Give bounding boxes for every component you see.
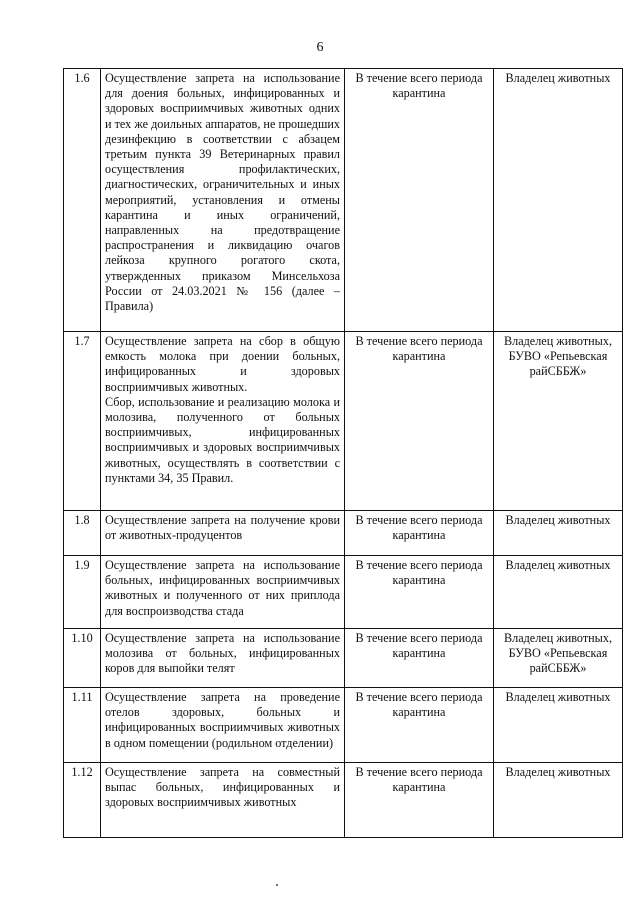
measure-period: В течение всего периода карантина	[345, 688, 494, 763]
measure-responsible: Владелец животных, БУВО «Репьевская райСББЖ»	[494, 629, 623, 688]
table-row	[64, 69, 623, 332]
measure-description	[101, 556, 345, 629]
measure-paragraph: Сбор, использование и реализацию молока и молозива, полученного от больных восприимчивых, инфицированных восприимчивых и здоровых восприимчивых животных, осуществлять в соответствии с пунктами 34, 35 Правил.	[105, 394, 340, 485]
measure-responsible: Владелец животных	[494, 688, 623, 763]
measure-paragraph: Осуществление запрета на проведение отелов здоровых, больных и инфицированных восприимчивых животных в одном помещении (родильном отделении)	[105, 690, 340, 750]
page-number: 6	[316, 40, 324, 55]
measure-paragraph: Осуществление запрета на использование для доения больных, инфицированных и здоровых восприимчивых животных одних и тех же доильных аппаратов, не прошедших дезинфекцию в соответствии с абзацем третьим пункта 39 Ветеринарных правил осуществления профилактических, диагностических, ограничительных и иных мероприятий, установления и отмены карантина и иных ограничений, направленных на предотвращение распространения и ликвидацию очагов лейкоза крупного рогатого скота, утвержденных приказом Минсельхоза России от 24.03.2021 № 156 (далее – Правила)	[105, 71, 340, 314]
measure-paragraph: Осуществление запрета на сбор в общую емкость молока при доении больных, инфицированных и здоровых восприимчивых животных.	[105, 334, 340, 394]
measure-period: В течение всего периода карантина	[345, 556, 494, 629]
measure-description	[101, 688, 345, 763]
measure-responsible: Владелец животных	[494, 763, 623, 838]
measure-period: В течение всего периода карантина	[345, 763, 494, 838]
row-number: 1.11	[64, 688, 101, 763]
table-row	[64, 332, 623, 511]
measure-period: В течение всего периода карантина	[345, 69, 494, 332]
measure-period: В течение всего периода карантина	[345, 629, 494, 688]
measure-description	[101, 629, 345, 688]
row-number: 1.7	[64, 332, 101, 511]
measure-period: В течение всего периода карантина	[345, 511, 494, 556]
row-number: 1.6	[64, 69, 101, 332]
measure-responsible: Владелец животных	[494, 69, 623, 332]
measure-description	[101, 69, 345, 332]
row-number: 1.8	[64, 511, 101, 556]
measure-period: В течение всего периода карантина	[345, 332, 494, 511]
measure-paragraph: Осуществление запрета на совместный выпас больных, инфицированных и здоровых восприимчивых животных	[105, 765, 340, 810]
measure-paragraph: Осуществление запрета на получение крови от животных-продуцентов	[105, 513, 340, 543]
table-row	[64, 688, 623, 763]
measure-description	[101, 763, 345, 838]
table-row	[64, 763, 623, 838]
measure-description	[101, 332, 345, 511]
measure-responsible: Владелец животных	[494, 511, 623, 556]
row-number: 1.10	[64, 629, 101, 688]
table-row	[64, 511, 623, 556]
row-number: 1.9	[64, 556, 101, 629]
measures-table-body	[64, 69, 623, 838]
measure-paragraph: Осуществление запрета на использование молозива от больных, инфицированных коров для выпойки телят	[105, 631, 340, 676]
measures-table	[63, 68, 623, 838]
table-row	[64, 629, 623, 688]
row-number: 1.12	[64, 763, 101, 838]
measure-description	[101, 511, 345, 556]
scan-dot-mark	[276, 884, 278, 886]
measure-responsible: Владелец животных, БУВО «Репьевская райСББЖ»	[494, 332, 623, 511]
measure-paragraph: Осуществление запрета на использование больных, инфицированных восприимчивых животных и полученного от них приплода для воспроизводства стада	[105, 558, 340, 618]
table-row	[64, 556, 623, 629]
measure-responsible: Владелец животных	[494, 556, 623, 629]
